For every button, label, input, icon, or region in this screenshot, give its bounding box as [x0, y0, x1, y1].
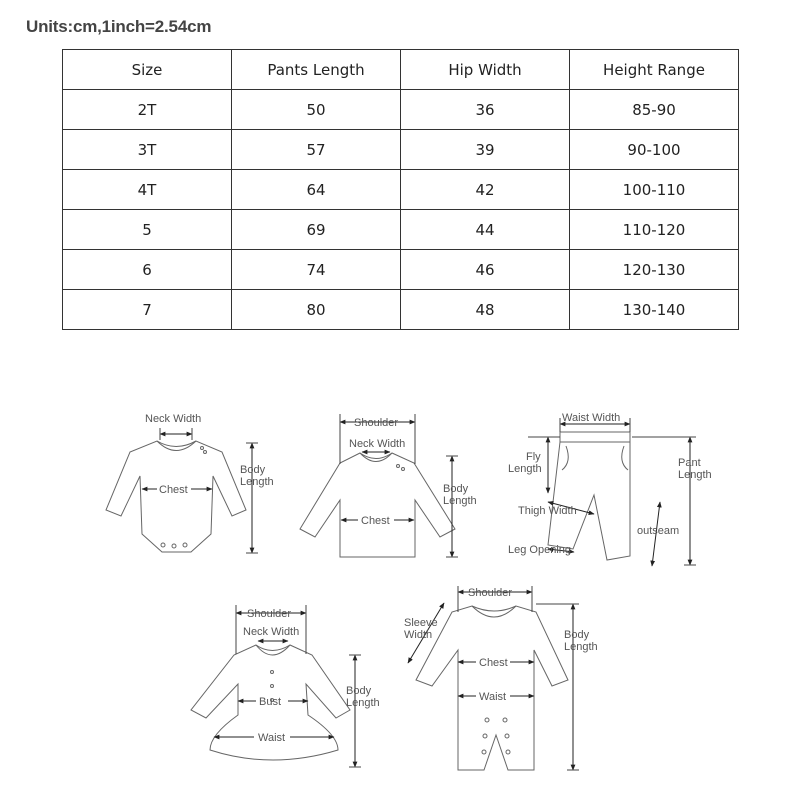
cell-pants-length: 80 — [232, 290, 401, 330]
bodysuit-chest-label: Chest — [159, 484, 188, 496]
dress-body-label: Body — [346, 685, 372, 697]
cell-hip-width: 44 — [401, 210, 570, 250]
header-height-range: Height Range — [570, 50, 739, 90]
cell-pants-length: 57 — [232, 130, 401, 170]
cell-height-range: 90-100 — [570, 130, 739, 170]
shirt-shoulder-label: Shoulder — [354, 417, 399, 429]
pants-outseam-label: outseam — [637, 525, 680, 537]
pants-leg-opening-label: Leg Opening — [508, 544, 571, 556]
cell-size: 3T — [63, 130, 232, 170]
bodysuit-outline — [106, 441, 246, 552]
pants-pant-label: Pant — [678, 457, 701, 469]
cell-pants-length: 50 — [232, 90, 401, 130]
pants-waistband — [560, 432, 630, 442]
cell-height-range: 110-120 — [570, 210, 739, 250]
pants-thigh-width-label: Thigh Width — [518, 505, 577, 517]
cell-hip-width: 36 — [401, 90, 570, 130]
cell-hip-width: 39 — [401, 130, 570, 170]
cell-height-range: 130-140 — [570, 290, 739, 330]
cell-size: 4T — [63, 170, 232, 210]
bodysuit-diagram — [106, 413, 274, 553]
shirt-chest-label: Chest — [361, 515, 390, 527]
dress-waist-label: Waist — [258, 732, 286, 744]
bodysuit-length-label: Length — [240, 476, 274, 488]
dress-length-label: Length — [346, 697, 380, 709]
romper-width-label: Width — [404, 629, 433, 641]
shirt-body-label: Body — [443, 483, 469, 495]
bodysuit-body-label: Body — [240, 464, 266, 476]
cell-size: 5 — [63, 210, 232, 250]
pants-outline — [548, 442, 630, 560]
cell-pants-length: 74 — [232, 250, 401, 290]
shirt-length-label: Length — [443, 495, 477, 507]
pants-pant-length-label: Length — [678, 469, 712, 481]
romper-chest-label: Chest — [479, 657, 508, 669]
pants-fly-length-label: Length — [508, 463, 542, 475]
cell-height-range: 100-110 — [570, 170, 739, 210]
pants-fly-label: Fly — [526, 451, 541, 463]
bodysuit-neck-width-label: Neck Width — [145, 413, 202, 425]
header-hip-width: Hip Width — [401, 50, 570, 90]
cell-size: 6 — [63, 250, 232, 290]
shirt-neck-width-label: Neck Width — [349, 438, 406, 450]
cell-pants-length: 64 — [232, 170, 401, 210]
shirt-diagram — [300, 414, 477, 557]
cell-hip-width: 42 — [401, 170, 570, 210]
shirt-outline — [300, 453, 455, 557]
romper-diagram — [404, 586, 598, 770]
pants-waist-width-label: Waist Width — [562, 412, 621, 424]
header-size: Size — [63, 50, 232, 90]
romper-outline — [416, 606, 568, 770]
cell-hip-width: 48 — [401, 290, 570, 330]
cell-hip-width: 46 — [401, 250, 570, 290]
units-note: Units:cm,1inch=2.54cm — [26, 17, 212, 36]
romper-body-label: Body — [564, 629, 590, 641]
romper-waist-label: Waist — [479, 691, 507, 703]
romper-shoulder-label: Shoulder — [468, 587, 513, 599]
romper-sleeve-label: Sleeve — [404, 617, 438, 629]
dress-bust-label: Bust — [259, 696, 282, 708]
pants-diagram — [508, 412, 712, 566]
cell-height-range: 120-130 — [570, 250, 739, 290]
dress-diagram — [191, 605, 380, 767]
cell-pants-length: 69 — [232, 210, 401, 250]
dress-shoulder-label: Shoulder — [247, 608, 292, 620]
cell-size: 7 — [63, 290, 232, 330]
dress-neck-width-label: Neck Width — [243, 626, 300, 638]
cell-size: 2T — [63, 90, 232, 130]
header-pants-length: Pants Length — [232, 50, 401, 90]
romper-length-label: Length — [564, 641, 598, 653]
cell-height-range: 85-90 — [570, 90, 739, 130]
